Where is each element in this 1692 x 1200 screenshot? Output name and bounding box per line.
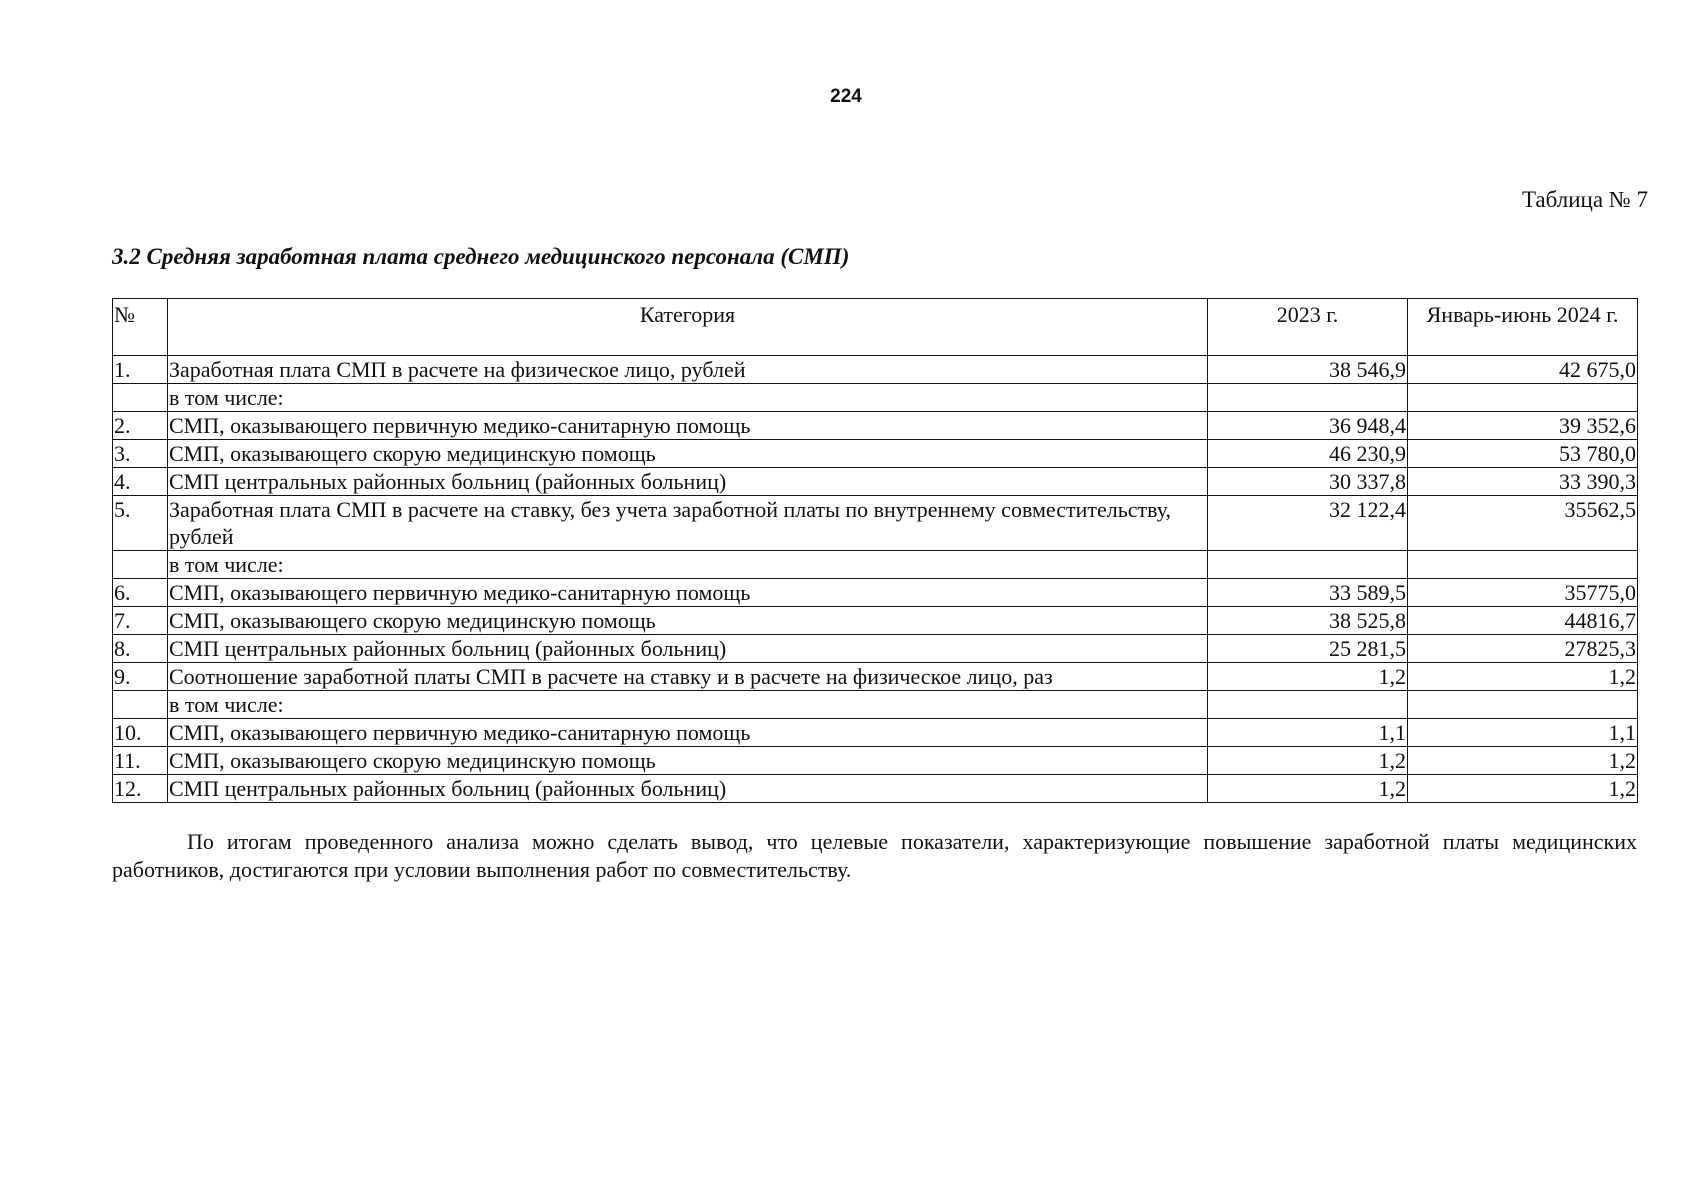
header-2024: Январь-июнь 2024 г. bbox=[1408, 299, 1638, 356]
row-category: Заработная плата СМП в расчете на физическое лицо, рублей bbox=[168, 356, 1208, 384]
section-title: 3.2 Средняя заработная плата среднего медицинского персонала (СМП) bbox=[112, 244, 850, 269]
row-category: СМП, оказывающего скорую медицинскую помощь bbox=[168, 747, 1208, 775]
row-category: СМП, оказывающего скорую медицинскую помощь bbox=[168, 440, 1208, 468]
value-2024: 1,2 bbox=[1408, 747, 1638, 775]
row-category: СМП, оказывающего первичную медико-санитарную помощь bbox=[168, 719, 1208, 747]
row-number: 6. bbox=[113, 579, 168, 607]
value-2024: 53 780,0 bbox=[1408, 440, 1638, 468]
row-category: СМП, оказывающего первичную медико-санитарную помощь bbox=[168, 412, 1208, 440]
row-number: 1. bbox=[113, 356, 168, 384]
value-2024: 35775,0 bbox=[1408, 579, 1638, 607]
row-number bbox=[113, 384, 168, 412]
row-number: 9. bbox=[113, 663, 168, 691]
value-2023: 1,2 bbox=[1208, 747, 1408, 775]
row-number: 3. bbox=[113, 440, 168, 468]
table-row bbox=[113, 579, 1638, 607]
row-number: 5. bbox=[113, 496, 168, 551]
conclusion-paragraph: По итогам проведенного анализа можно сделать вывод, что целевые показатели, характеризующие повышение заработной платы медицинских работников, достигаются при условии выполнения работ по совместительству. bbox=[112, 829, 1637, 882]
table-header-row bbox=[113, 299, 1638, 356]
value-2023: 38 546,9 bbox=[1208, 356, 1408, 384]
value-2023: 33 589,5 bbox=[1208, 579, 1408, 607]
value-2023: 46 230,9 bbox=[1208, 440, 1408, 468]
value-2023: 32 122,4 bbox=[1208, 496, 1408, 551]
row-category: в том числе: bbox=[168, 691, 1208, 719]
row-number bbox=[113, 551, 168, 579]
table-row bbox=[113, 384, 1638, 412]
row-category: в том числе: bbox=[168, 384, 1208, 412]
row-number: 12. bbox=[113, 775, 168, 803]
value-2024 bbox=[1408, 384, 1638, 412]
table-row bbox=[113, 356, 1638, 384]
table-caption: Таблица № 7 bbox=[1521, 187, 1648, 212]
row-number bbox=[113, 691, 168, 719]
table-row bbox=[113, 412, 1638, 440]
row-number: 7. bbox=[113, 607, 168, 635]
row-category: СМП центральных районных больниц (районных больниц) bbox=[168, 775, 1208, 803]
value-2024: 1,1 bbox=[1408, 719, 1638, 747]
value-2024: 1,2 bbox=[1408, 775, 1638, 803]
salary-table bbox=[112, 298, 1638, 803]
value-2023 bbox=[1208, 551, 1408, 579]
value-2023: 38 525,8 bbox=[1208, 607, 1408, 635]
row-number: 4. bbox=[113, 468, 168, 496]
value-2023: 30 337,8 bbox=[1208, 468, 1408, 496]
row-category: СМП, оказывающего первичную медико-санитарную помощь bbox=[168, 579, 1208, 607]
table-row bbox=[113, 468, 1638, 496]
table-row bbox=[113, 440, 1638, 468]
value-2023: 1,1 bbox=[1208, 719, 1408, 747]
value-2024: 39 352,6 bbox=[1408, 412, 1638, 440]
value-2023: 36 948,4 bbox=[1208, 412, 1408, 440]
value-2024 bbox=[1408, 551, 1638, 579]
row-number: 2. bbox=[113, 412, 168, 440]
value-2024: 33 390,3 bbox=[1408, 468, 1638, 496]
header-2023: 2023 г. bbox=[1208, 299, 1408, 356]
value-2023 bbox=[1208, 384, 1408, 412]
row-number: 10. bbox=[113, 719, 168, 747]
row-category: СМП центральных районных больниц (районных больниц) bbox=[168, 635, 1208, 663]
value-2024: 1,2 bbox=[1408, 663, 1638, 691]
row-category: СМП, оказывающего скорую медицинскую помощь bbox=[168, 607, 1208, 635]
table-row bbox=[113, 635, 1638, 663]
value-2024: 44816,7 bbox=[1408, 607, 1638, 635]
value-2023 bbox=[1208, 691, 1408, 719]
header-category: Категория bbox=[168, 299, 1208, 356]
value-2023: 1,2 bbox=[1208, 775, 1408, 803]
header-number: № bbox=[113, 299, 168, 356]
row-number: 8. bbox=[113, 635, 168, 663]
table-row bbox=[113, 747, 1638, 775]
table-row bbox=[113, 719, 1638, 747]
value-2024: 35562,5 bbox=[1408, 496, 1638, 551]
value-2023: 25 281,5 bbox=[1208, 635, 1408, 663]
row-category: в том числе: bbox=[168, 551, 1208, 579]
value-2024: 27825,3 bbox=[1408, 635, 1638, 663]
row-number: 11. bbox=[113, 747, 168, 775]
table-row bbox=[113, 691, 1638, 719]
table-row bbox=[113, 496, 1638, 551]
row-category: Заработная плата СМП в расчете на ставку, без учета заработной платы по внутреннему совместительству, рублей bbox=[168, 496, 1208, 551]
table-row bbox=[113, 775, 1638, 803]
page-number: 224 bbox=[830, 86, 862, 107]
row-category: Соотношение заработной платы СМП в расчете на ставку и в расчете на физическое лицо, раз bbox=[168, 663, 1208, 691]
table-row bbox=[113, 663, 1638, 691]
value-2024 bbox=[1408, 691, 1638, 719]
table-row bbox=[113, 607, 1638, 635]
row-category: СМП центральных районных больниц (районных больниц) bbox=[168, 468, 1208, 496]
table-row bbox=[113, 551, 1638, 579]
value-2024: 42 675,0 bbox=[1408, 356, 1638, 384]
value-2023: 1,2 bbox=[1208, 663, 1408, 691]
